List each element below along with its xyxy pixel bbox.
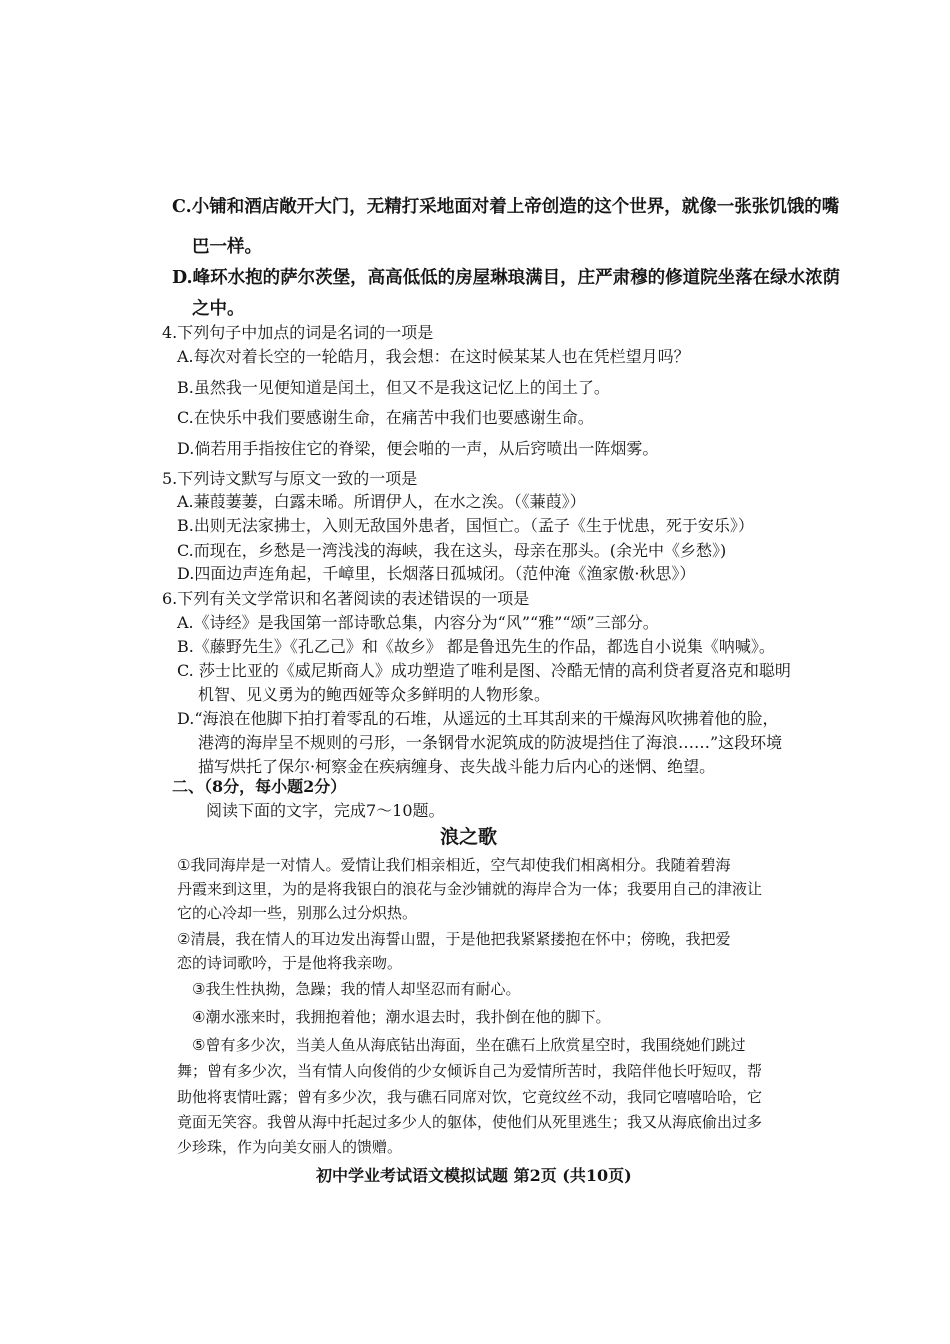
q3-option-d-line1: D.峰环水抱的萨尔茨堡，高高低低的房屋琳琅满目，庄严肃穆的修道院坐落在绿水浓荫 [172, 268, 841, 288]
section-two-heading: 二、（8分，每小题2分） [172, 777, 347, 796]
q4-option-a: A.每次对着长空的一轮皓月，我会想：在这时候某某人也在凭栏望月吗？ [177, 347, 690, 366]
q6-option-c-line2: 机智、见义勇为的鲍西娅等众多鲜明的人物形象。 [198, 685, 551, 704]
passage-p5-line5: 少珍珠，作为向美女丽人的馈赠。 [177, 1138, 403, 1156]
section-two-instruction: 阅读下面的文字，完成7～10题。 [206, 801, 445, 820]
q5-option-d: D.四面边声连角起，千嶂里，长烟落日孤城闭。（范仲淹《渔家傲·秋思》） [177, 564, 696, 583]
page-footer: 初中学业考试语文模拟试题 第2页 (共10页) [316, 1166, 632, 1185]
q5-stem: 5.下列诗文默写与原文一致的一项是 [162, 469, 418, 488]
q6-option-c-line1: C. 莎士比亚的《威尼斯商人》成功塑造了唯利是图、冷酷无情的高利贷者夏洛克和聪明 [177, 661, 791, 680]
q4-option-b: B.虽然我一见便知道是闰土，但又不是我这记忆上的闰土了。 [177, 378, 610, 397]
passage-p4: ④潮水涨来时，我拥抱着他；潮水退去时，我扑倒在他的脚下。 [192, 1008, 611, 1026]
passage-p1-line2: 丹霞来到这里，为的是将我银白的浪花与金沙铺就的海岸合为一体；我要用自己的津液让 [177, 880, 763, 898]
q6-option-d-line3: 描写烘托了保尔·柯察金在疾病缠身、丧失战斗能力后内心的迷惘、绝望。 [198, 757, 716, 776]
q4-option-c: C.在快乐中我们要感谢生命，在痛苦中我们也要感谢生命。 [177, 408, 594, 427]
passage-p3: ③我生性执拗，急躁；我的情人却坚忍而有耐心。 [192, 980, 521, 998]
q3-option-c-line1: C.小铺和酒店敞开大门，无精打采地面对着上帝创造的这个世界，就像一张张饥饿的嘴 [172, 197, 840, 217]
passage-p2-line2: 恋的诗词歌吟，于是他将我亲吻。 [177, 954, 403, 972]
q5-option-c: C.而现在，乡愁是一湾浅浅的海峡，我在这头，母亲在那头。(余光中《乡愁》) [177, 541, 727, 560]
passage-title: 浪之歌 [440, 826, 498, 848]
passage-p5-line2: 舞；曾有多少次，当有情人向俊俏的少女倾诉自己为爱情所苦时，我陪伴他长吁短叹，帮 [177, 1062, 763, 1080]
passage-p2-line1: ②清晨，我在情人的耳边发出海誓山盟，于是他把我紧紧搂抱在怀中；傍晚，我把爱 [177, 930, 731, 948]
q4-stem: 4.下列句子中加点的词是名词的一项是 [162, 323, 434, 342]
q6-option-d-line2: 港湾的海岸呈不规则的弓形，一条钢骨水泥筑成的防波堤挡住了海浪……”这段环境 [198, 733, 783, 752]
passage-p5-line3: 助他将衷情吐露；曾有多少次，我与礁石同席对饮，它竟纹丝不动，我同它嘻嘻哈哈，它 [177, 1088, 763, 1106]
q6-option-a: A.《诗经》是我国第一部诗歌总集，内容分为“风”“雅”“颂”三部分。 [177, 613, 659, 632]
q6-stem: 6.下列有关文学常识和名著阅读的表述错误的一项是 [162, 589, 530, 608]
passage-p1-line3: 它的心冷却一些，别那么过分炽热。 [177, 904, 418, 922]
q5-option-b: B.出则无法家拂士，入则无敌国外患者，国恒亡。（孟子《生于忧患，死于安乐》） [177, 516, 754, 535]
passage-p1-line1: ①我同海岸是一对情人。爱情让我们相亲相近，空气却使我们相离相分。我随着碧海 [177, 856, 731, 874]
q4-option-d: D.倘若用手指按住它的脊梁，便会啪的一声，从后窍喷出一阵烟雾。 [177, 439, 659, 458]
q6-option-b: B.《藤野先生》《孔乙己》和《故乡》 都是鲁迅先生的作品，都选自小说集《呐喊》。 [177, 637, 775, 656]
passage-p5-line1: ⑤曾有多少次，当美人鱼从海底钻出海面，坐在礁石上欣赏星空时，我围绕她们跳过 [192, 1036, 746, 1054]
q3-option-c-line2: 巴一样。 [192, 237, 262, 257]
q6-option-d-line1: D.“海浪在他脚下拍打着零乱的石堆，从遥远的土耳其刮来的干燥海风吹拂着他的脸， [177, 709, 779, 728]
q3-option-d-line2: 之中。 [192, 299, 245, 319]
passage-p5-line4: 竟面无笑容。我曾从海中托起过多少人的躯体，使他们从死里逃生；我又从海底偷出过多 [177, 1113, 763, 1131]
q5-option-a: A.蒹葭萋萋，白露未晞。所谓伊人，在水之涘。（《蒹葭》） [177, 492, 586, 511]
